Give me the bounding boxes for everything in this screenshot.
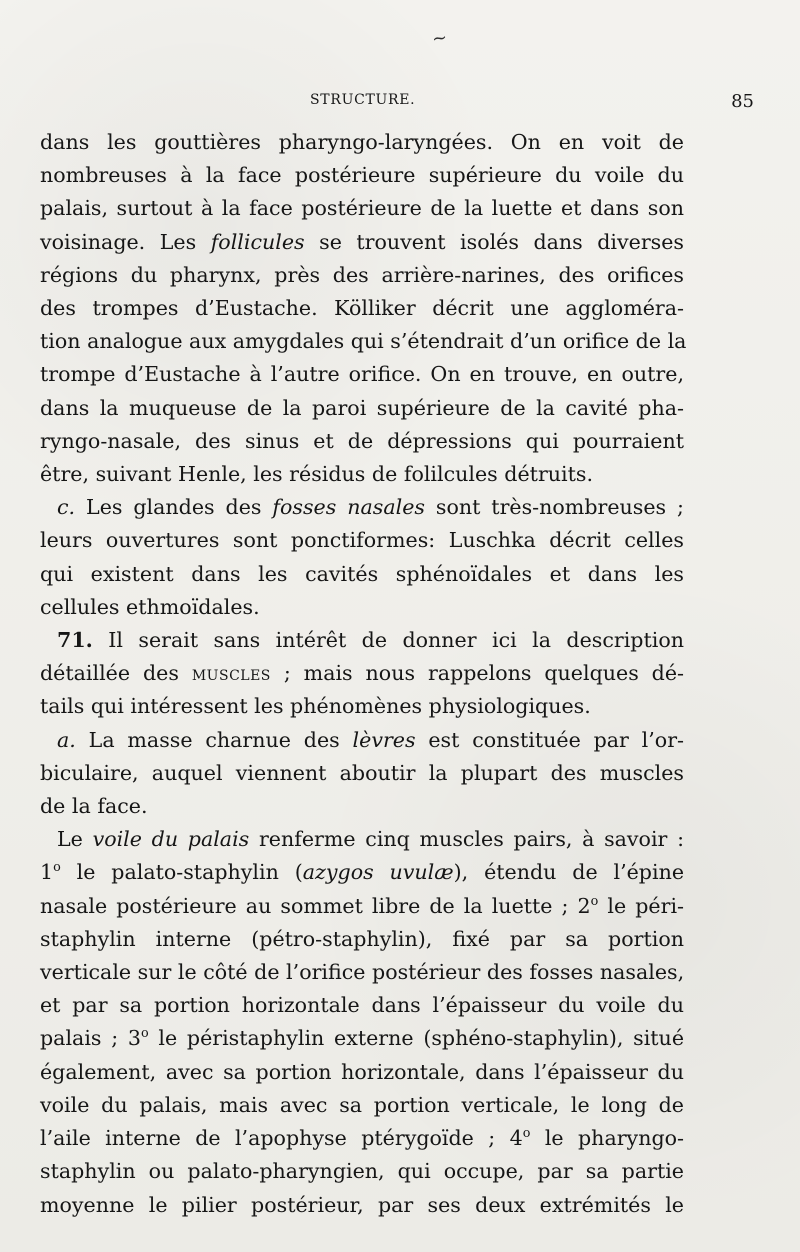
running-title: STRUCTURE. <box>310 92 416 108</box>
text-line: être, suivant Henle, les résidus de folilcules détruits. <box>40 462 594 487</box>
section-number: 71. <box>57 628 93 653</box>
text-line: qui existent dans les cavités sphénoïdales et dans les <box>40 561 684 586</box>
italic-term: lèvres <box>352 727 416 752</box>
text-line <box>40 823 684 856</box>
ink-mark: ~ <box>430 27 449 50</box>
text-fragment: se trouvent isolés dans diverses <box>319 229 685 254</box>
text-fragment: nasale postérieure au sommet libre de la luette ; 2 <box>40 893 591 918</box>
text-line: trompe d’Eustache à l’autre orifice. On en trouve, en outre, <box>40 362 684 387</box>
text-line: voile du palais, mais avec sa portion verticale, le long de <box>40 1092 684 1117</box>
text-fragment: sont très-nombreuses ; <box>435 495 684 520</box>
text-fragment: est constituée par l’or- <box>428 727 685 752</box>
page-text <box>40 126 687 1222</box>
superscript: o <box>522 1126 531 1142</box>
text-fragment: voisinage. Les <box>40 229 197 254</box>
text-fragment: détaillée des <box>40 661 179 686</box>
text-line <box>40 624 684 657</box>
text-fragment: Les glandes des <box>86 495 262 520</box>
text-fragment: ; mais nous rappelons quelques dé- <box>283 661 685 686</box>
text-line: de la face. <box>40 794 148 819</box>
text-line: dans la muqueuse de la paroi supérieure de la cavité pha- <box>40 395 684 420</box>
text-line <box>40 491 684 524</box>
text-line <box>40 856 684 889</box>
text-line <box>40 1122 684 1155</box>
text-line: tails qui intéressent les phénomènes physiologiques. <box>40 694 591 719</box>
text-line: staphylin interne (pétro-staphylin), fixé par sa portion <box>40 926 684 951</box>
text-line: cellules ethmoïdales. <box>40 594 260 619</box>
italic-term: voile du palais <box>92 827 250 852</box>
page-number: 85 <box>731 91 754 112</box>
italic-marker: a. <box>57 727 76 752</box>
text-line: moyenne le pilier postérieur, par ses deux extrémités le <box>40 1192 684 1217</box>
text-line: régions du pharynx, près des arrière-narines, des orifices <box>40 262 684 287</box>
number-fragment: 1 <box>40 860 54 885</box>
text-line: biculaire, auquel viennent aboutir la plupart des muscles <box>40 760 684 785</box>
text-line <box>40 226 684 259</box>
text-line: également, avec sa portion horizontale, dans l’épaisseur du <box>40 1059 684 1084</box>
italic-term: follicules <box>210 229 305 254</box>
text-line <box>40 1022 684 1055</box>
text-line <box>40 890 684 923</box>
text-fragment: le palato-staphylin ( <box>76 860 303 885</box>
small-caps-term: muscles <box>191 661 271 686</box>
text-fragment: le pharyngo- <box>544 1126 684 1151</box>
italic-marker: c. <box>57 495 76 520</box>
text-line: tion analogue aux amygdales qui s’étendrait d’un orifice de la <box>40 329 687 354</box>
text-line: et par sa portion horizontale dans l’épaisseur du voile du <box>40 993 684 1018</box>
superscript: o <box>140 1026 149 1042</box>
text-fragment: Il serait sans intérêt de donner ici la description <box>108 628 684 653</box>
superscript: o <box>53 860 61 876</box>
superscript: o <box>590 893 599 909</box>
text-line: leurs ouvertures sont ponctiformes: Luschka décrit celles <box>40 528 684 553</box>
text-line <box>40 724 684 757</box>
text-fragment: ), étendu de l’épine <box>453 860 685 885</box>
text-fragment: l’aile interne de l’apophyse ptérygoïde ; 4 <box>40 1126 523 1151</box>
text-fragment: Le <box>57 827 83 852</box>
text-fragment: le péri- <box>607 893 684 918</box>
text-fragment: La masse charnue des <box>88 727 340 752</box>
italic-term: fosses nasales <box>272 495 425 520</box>
text-line: verticale sur le côté de l’orifice postérieur des fosses nasales, <box>40 960 685 985</box>
text-line <box>40 657 684 690</box>
italic-term: azygos uvulæ <box>302 860 454 885</box>
page-header <box>40 92 754 116</box>
text-line: palais, surtout à la face postérieure de la luette et dans son <box>40 196 684 221</box>
text-line: ryngo-nasale, des sinus et de dépressions qui pourraient <box>40 428 684 453</box>
text-fragment: le péristaphylin externe (sphéno-staphylin), situé <box>158 1026 685 1051</box>
text-line: dans les gouttières pharyngo-laryngées. On en voit de <box>40 130 684 154</box>
text-line: nombreuses à la face postérieure supérieure du voile du <box>40 163 684 188</box>
text-fragment: renferme cinq muscles pairs, à savoir : <box>258 827 685 852</box>
text-fragment: palais ; 3 <box>40 1026 141 1051</box>
text-line: staphylin ou palato-pharyngien, qui occupe, par sa partie <box>40 1159 684 1184</box>
text-line: des trompes d’Eustache. Kölliker décrit une aggloméra- <box>40 296 684 321</box>
